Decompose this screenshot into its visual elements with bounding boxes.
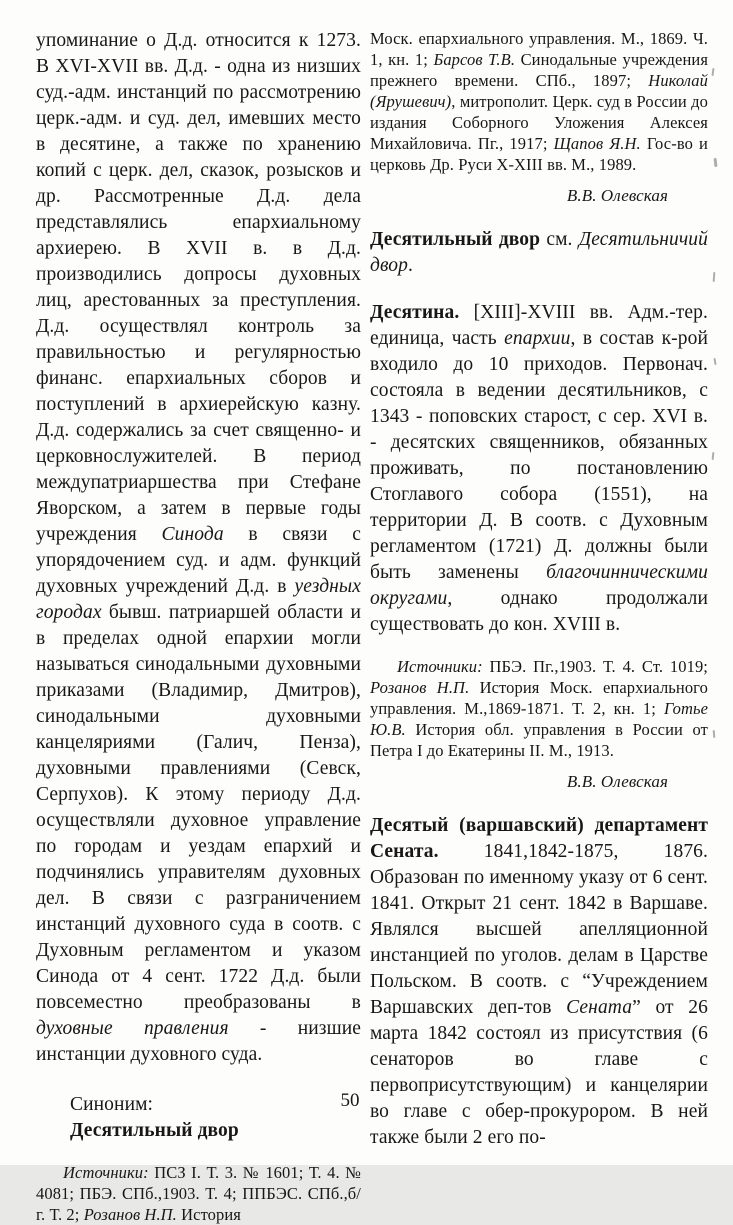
sources-paragraph: Источники: ПСЗ I. Т. 3. № 1601; Т. 4. № 4081; ПБЭ. СПб.,1903. Т. 4; ППБЭС. СПб.,б/г. Т. 2; Розанов Н.П. История — [36, 1163, 361, 1224]
sources-paragraph-continued: Моск. епархиального управления. М., 1869. Ч. 1, кн. 1; Барсов Т.В. Синодальные учреждения прежнего времени. СПб., 1897; Николай (Ярушевич), митрополит. Церк. суд в России до издания Соборного Уложения Алексея Михайловича. Пг., 1917; Щапов Я.Н. Гос-во и церковь Др. Руси X-XIII вв. М., 1989. — [370, 29, 709, 174]
synonym-label: Синоним: — [70, 1094, 154, 1115]
continuation-paragraph: упоминание о Д.д. относится к 1273. В XVI-XVII вв. Д.д. - одна из низших суд.-адм. инстанций по рассмотрению церк.-адм. и суд. дел, имевших место в десятине, а также по хранению копий с церк. дел, сказок, розысков и др. Рассмотренные Д.д. дела представлялись епархиальному архиерею. В XVII в. в Д.д. производились допросы духовных лиц, арестованных за преступления. Д.д. осуществлял контроль за правильностью и регулярностью финанс. епархиальных сборов и поступлений в архиерейскую казну. Д.д. содержались за счет священно- и церковнослужителей. В период междупатриаршества при Стефане Яворском, а затем в первые годы учреждения Синода в связи с упорядочением суд. и адм. функций духовных учреждений Д.д. в уездных городах бывш. патриаршей области и в пределах одной епархии могли называться синодальными духовными приказами (Владимир, Дмитров), синодальными духовными канцеляриями (Галич, Пенза), духовными правлениями (Севск, Серпухов). К этому периоду Д.д. осуществляли духовное управление по городам и уездам епархий и подчинялись управителям духовных дел. В связи с разграничением инстанций духовного суда в соотв. с Духовным регламентом и указом Синода от 4 сент. 1722 Д.д. были повсеместно преобразованы в духовные правления - низшие инстанции духовного суда. — [36, 30, 362, 1065]
left-column — [36, 28, 361, 1225]
scan-artifact — [713, 358, 716, 365]
scan-artifact — [713, 272, 716, 282]
scan-artifact — [711, 68, 714, 76]
right-column — [370, 28, 708, 1151]
page-number: 50 — [340, 1090, 360, 1111]
sources-paragraph-2: Источники: ПБЭ. Пг.,1903. Т. 4. Ст. 1019; Розанов Н.П. История Моск. епархиального управления. М.,1869-1871. Т. 2, кн. 1; Готье Ю.В. История обл. управления в России от Петра I до Екатерины II. М., 1913. — [370, 657, 708, 760]
synonym-term: Десятильный двор — [70, 1120, 239, 1141]
author-signature-2: В.В. Олевская — [566, 772, 668, 791]
author-signature: В.В. Олевская — [566, 186, 668, 205]
scan-artifact — [713, 730, 716, 738]
scan-artifact — [712, 452, 715, 460]
entry-desyatina: Десятина. [XIII]-XVIII вв. Адм.-тер. единица, часть епархии, в состав к-рой входило до 10 приходов. Первонач. состояла в ведении десятильников, с 1343 - поповских старост, с сер. XVI в. - десятских священников, обязанных проживать, по постановлению Стоглавого собора (1551), на территории Д. В соотв. с Духовным регламентом (1721) Д. должны были быть заменены благочинническими округами, однако продолжали существовать до кон. XVIII в. — [370, 302, 708, 635]
entry-desyatilny-dvor: Десятильный двор см. Десятильничий двор. — [370, 229, 708, 276]
scan-artifact — [714, 158, 718, 167]
entry-desyaty-department: Десятый (варшавский) департамент Сената. 1841,1842-1875, 1876. Образован по именному указу от 6 сент. 1841. Открыт 21 сент. 1842 в Варшаве. Являлся высшей апелляционной инстанцией по уголов. делам в Царстве Польском. В соотв. с “Учреждением Варшавских деп-тов Сената” от 26 марта 1842 состоял из присутствия (6 сенаторов во главе с первоприсутствующим) и канцелярии во главе с обер-прокурором. В ней также были 2 его по- — [370, 815, 708, 1148]
